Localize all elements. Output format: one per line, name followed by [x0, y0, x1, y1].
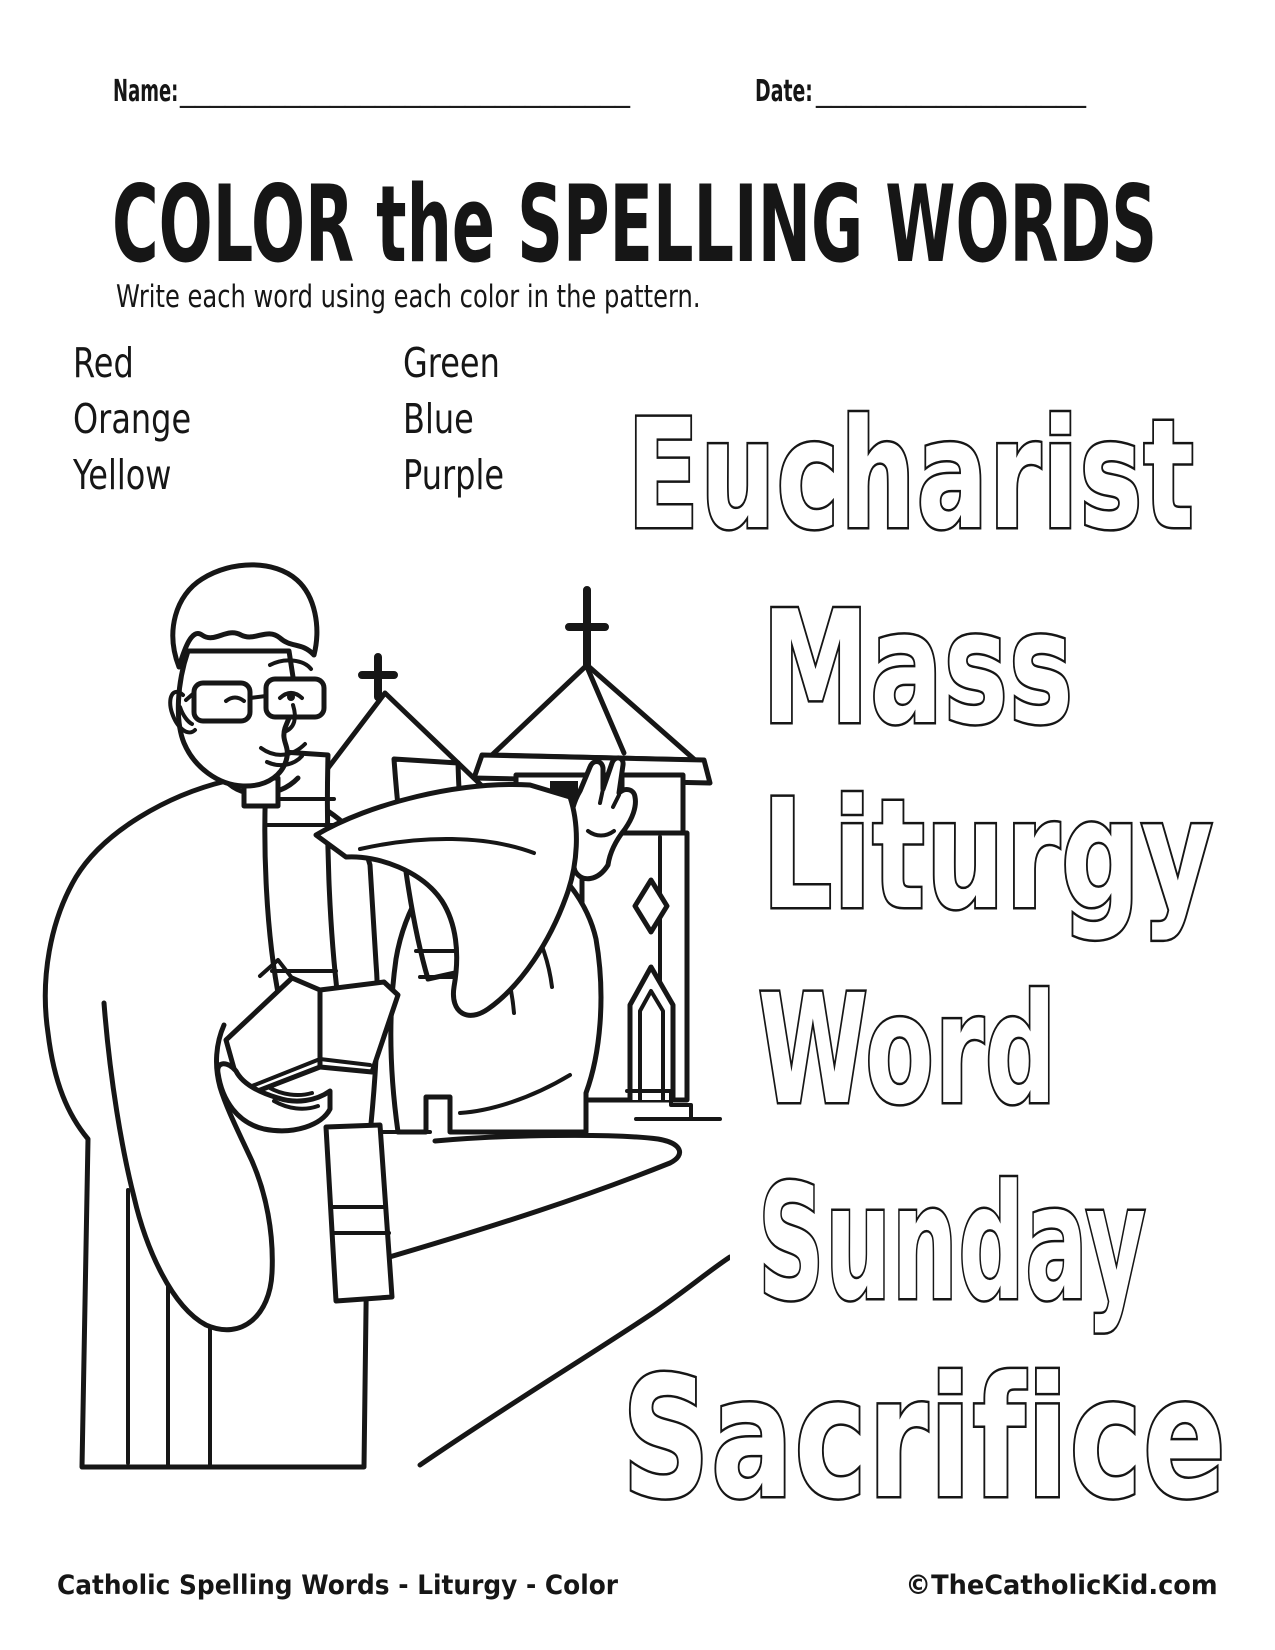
page-title-wrap [112, 163, 1275, 286]
name-line: ______________________________ [180, 74, 630, 109]
color-item-green: Green [403, 339, 500, 387]
footer-right-wrap [889, 1572, 1218, 1599]
color-item-red: Red [73, 339, 134, 387]
cross-icon [569, 590, 605, 665]
spelling-word-mass: Mass [762, 577, 1075, 759]
ground-path [369, 1132, 730, 1465]
footer-left-wrap [57, 1572, 667, 1599]
name-label: Name: [113, 74, 179, 109]
color-item-yellow: Yellow [73, 451, 172, 499]
instructions-wrap [116, 279, 865, 315]
glasses-left-lens [194, 683, 250, 721]
spelling-word-sacrifice: Sacrifice [622, 1342, 1227, 1536]
iris [287, 693, 295, 701]
date-line: __________________ [816, 74, 1086, 109]
spelling-word-liturgy: Liturgy [762, 767, 1215, 943]
color-item-blue: Blue [403, 395, 474, 443]
color-item-purple: Purple [403, 451, 505, 499]
spelling-word-sunday: Sunday [758, 1151, 1147, 1336]
date-label: Date: [755, 74, 813, 109]
page-title: COLOR the SPELLING WORDS [112, 163, 1158, 286]
footer-left-text: Catholic Spelling Words - Liturgy - Color [57, 1570, 619, 1601]
priest-church-illustration [30, 535, 730, 1470]
instructions-text: Write each word using each color in the pattern. [116, 279, 701, 315]
spelling-word-word: Word [758, 962, 1058, 1138]
color-item-orange: Orange [73, 395, 192, 443]
footer-right-text: ©TheCatholicKid.com [905, 1570, 1218, 1601]
spelling-word-eucharist: Eucharist [627, 387, 1196, 563]
